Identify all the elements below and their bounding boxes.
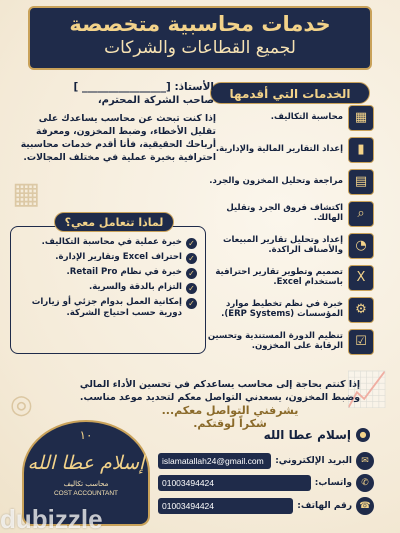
whatsapp-value[interactable]: 01003494424 (158, 475, 311, 491)
service-item (206, 296, 374, 323)
logo-subtitle-ar: محاسب تكاليف (63, 480, 109, 488)
service-label: تصميم وتطوير تقارير احترافية باستخدام Excel. (215, 266, 343, 287)
why-item (17, 297, 197, 319)
contact-email-row (158, 452, 374, 470)
logo-signature: إسلام عطا الله (27, 452, 145, 474)
logo-number: ١٠ (79, 428, 93, 442)
service-label: اكتشاف فروق الجرد وتقليل الهالك. (226, 202, 343, 223)
calculator-icon: ▦ (348, 105, 374, 131)
whatsapp-icon: ✆ (356, 474, 374, 492)
why-label: خبرة عملية في محاسبة التكاليف. (41, 237, 182, 247)
email-value[interactable]: islamatallah24@gmail.com (158, 453, 271, 469)
service-label: محاسبة التكاليف. (270, 111, 343, 122)
email-label: البريد الإلكتروني: (275, 456, 352, 466)
dubizzle-watermark: dubizzle (0, 504, 103, 533)
contact-phone-row (158, 497, 374, 515)
magnifier-icon: ⌕ (348, 201, 374, 227)
greeting-line-2: صاحب الشركة المحترم، (97, 95, 214, 107)
service-label: تنظيم الدورة المستندية وتحسين الرقابة على المخزون. (207, 330, 343, 351)
phone-label: رقم الهاتف: (297, 501, 352, 511)
service-item (206, 328, 374, 355)
services-list (206, 104, 374, 360)
coins-icon: ◎ (10, 390, 33, 420)
check-icon: ✓ (186, 283, 197, 294)
service-item (206, 168, 374, 195)
chart-bars-icon: ▮ (348, 137, 374, 163)
why-item (17, 282, 197, 294)
contact-name: إسلام عطا الله (263, 428, 351, 442)
closing-text: إذا كنتم بحاجة إلى محاسب يساعدكم في تحسين الأداء المالي وضبط المخزون، يسعدني التواصل معكم لتحديد موعد مناسب. (79, 379, 361, 404)
service-label: خبرة في نظم تخطيط موارد المؤسسات (ERP Systems). (221, 298, 343, 319)
service-label: إعداد وتحليل تقارير المبيعات والأصناف الراكدة. (222, 234, 343, 255)
check-icon: ✓ (186, 238, 197, 249)
whatsapp-label: واتساب: (314, 478, 352, 488)
pie-chart-icon: ◔ (348, 233, 374, 259)
why-heading: لماذا تتعامل معي؟ (54, 212, 174, 232)
logo-subtitle-en: COST ACCOUNTANT (53, 490, 119, 497)
why-item (17, 252, 197, 264)
services-heading: الخدمات التي أقدمها (210, 82, 370, 104)
banner-subtitle: لجميع القطاعات والشركات (104, 38, 296, 58)
person-icon: ● (356, 428, 370, 442)
contact-name-row (264, 428, 370, 442)
check-icon: ✓ (186, 268, 197, 279)
why-label: احتراف Excel وتقارير الإدارة. (55, 252, 182, 262)
service-item (206, 200, 374, 227)
service-label: إعداد التقارير المالية والإدارية. (215, 143, 343, 154)
why-label: خبرة في نظام Retail Pro. (66, 267, 182, 277)
greeting (14, 80, 214, 108)
intro-paragraph: إذا كنت تبحث عن محاسب يساعدك على تقليل الأخطاء، وضبط المخزون، ومعرفة أرباحك الحقيقية، فأنا أقدم خدمات محاسبية احترافية بخبرة عملية في مختلف المجالات. (20, 113, 216, 164)
service-label: مراجعة وتحليل المخزون والجرد. (209, 175, 343, 186)
header-banner (28, 6, 372, 70)
thanks-text: يشرفني التواصل معكم... شكراً لوقتكم. (161, 404, 299, 430)
email-icon: ✉ (356, 452, 374, 470)
contact-whatsapp-row (158, 474, 374, 492)
why-box (10, 226, 206, 354)
service-item (206, 136, 374, 163)
check-icon: ✓ (186, 253, 197, 264)
why-item (17, 267, 197, 279)
phone-value[interactable]: 01003494424 (158, 498, 293, 514)
greeting-line-1: الأستاذ: [________________ ] (73, 81, 214, 93)
why-item (17, 237, 197, 249)
inventory-icon: ▤ (348, 169, 374, 195)
chart-growth-icon: 📈 (345, 370, 388, 410)
service-item (206, 264, 374, 291)
service-item (206, 104, 374, 131)
why-label: إمكانية العمل بدوام جزئي أو زيارات دورية حسب احتياج الشركة. (31, 297, 182, 319)
calculator-icon: ▦ (12, 176, 41, 211)
service-item (206, 232, 374, 259)
check-icon: ✓ (186, 298, 197, 309)
phone-icon: ☎ (356, 497, 374, 515)
why-label: التزام بالدقة والسرية. (88, 282, 182, 292)
control-icon: ☑ (348, 329, 374, 355)
banner-title: خدمات محاسبية متخصصة (69, 12, 331, 36)
excel-icon: X (348, 265, 374, 291)
erp-icon: ⚙ (348, 297, 374, 323)
